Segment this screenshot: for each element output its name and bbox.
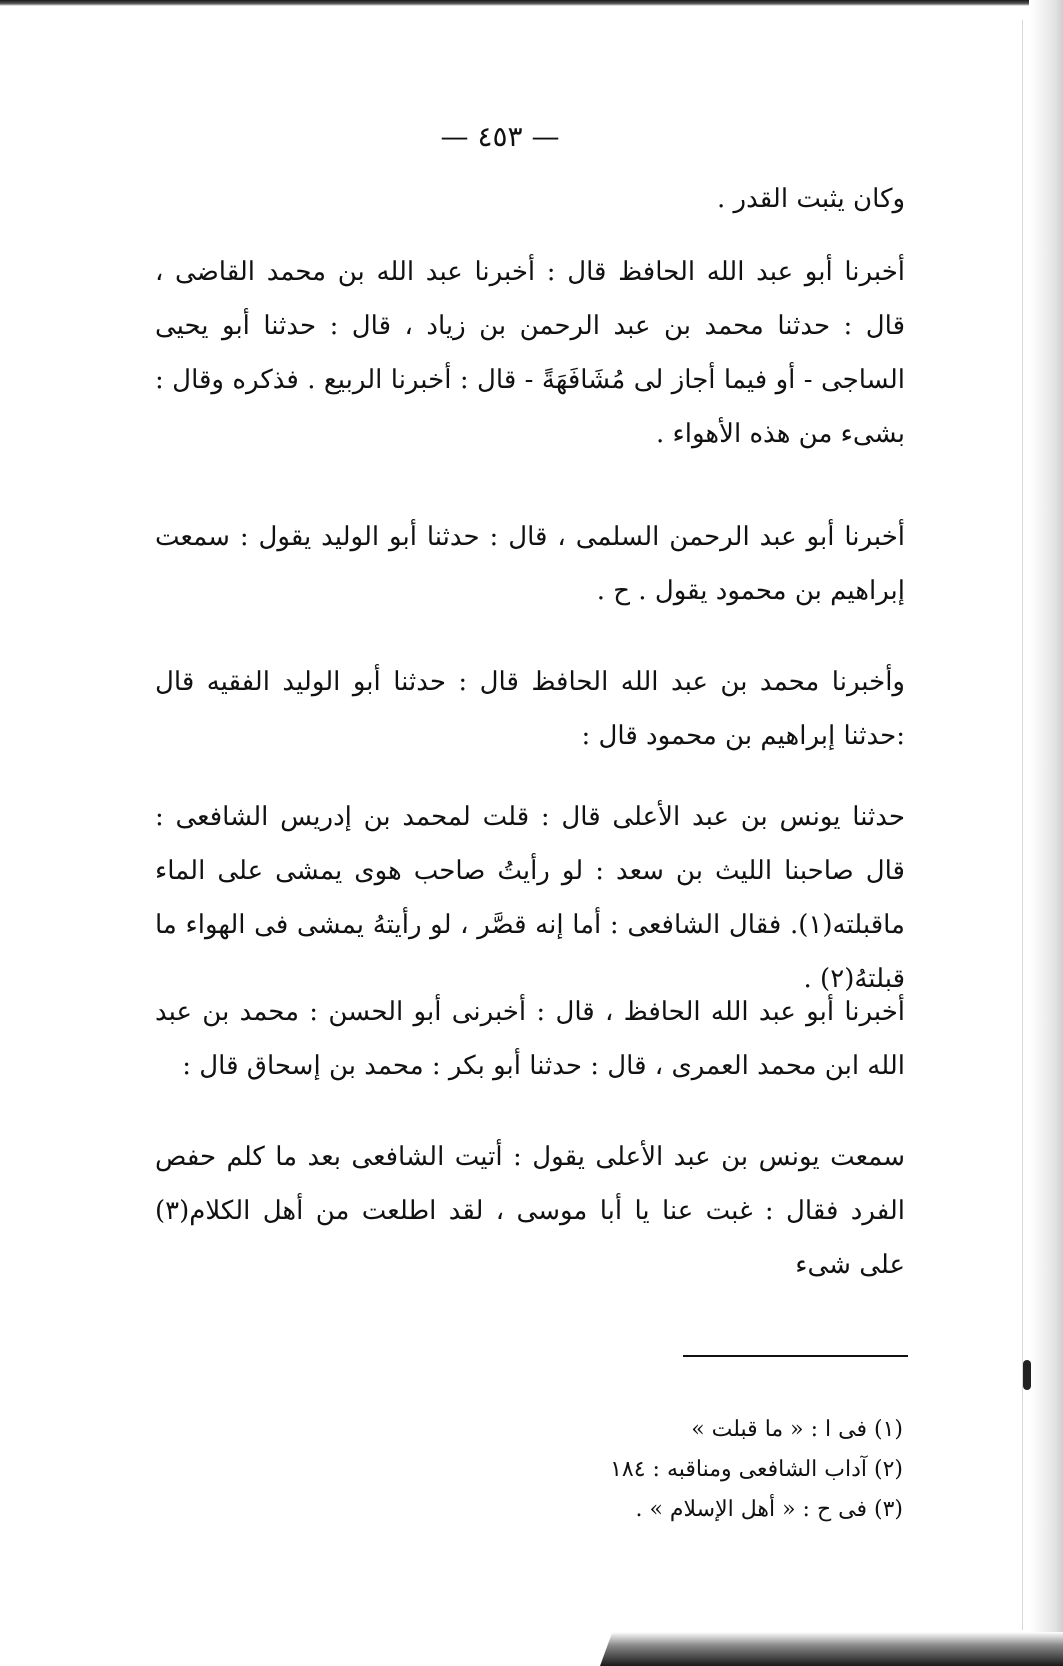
scan-bottom-edge [600, 1632, 1063, 1666]
paragraph-2 [155, 245, 905, 461]
binding-mark [1023, 1360, 1031, 1390]
paragraph-text: أخبرنا أبو عبد الله الحافظ قال : أخبرنا عبد الله بن محمد القاضى ، قال : حدثنا محمد بن عبد الرحمن بن زياد ، قال : حدثنا أبو يحيى الساجى - أو فيما أجاز لى مُشَافَهَةً - قال : أخبرنا الربيع . فذكره وقال : بشىء من هذه الأهواء . [155, 257, 905, 449]
footnote-2: (٢) آداب الشافعى ومناقبه : ١٨٤ [610, 1457, 903, 1482]
page-number: — ٤٥٣ — [440, 120, 560, 153]
paragraph-5 [155, 790, 905, 1006]
scan-right-edge [1029, 0, 1063, 1666]
paragraph-text: أخبرنا أبو عبد الله الحافظ ، قال : أخبرنى أبو الحسن : محمد بن عبد الله ابن محمد العمرى ، قال : حدثنا أبو بكر : محمد بن إسحاق قال : [155, 997, 905, 1081]
paragraph-text: وكان يثبت القدر . [717, 184, 905, 214]
paragraph-6 [155, 985, 905, 1093]
scan-top-edge [0, 0, 1063, 6]
paragraph-4 [155, 655, 905, 763]
paragraph-1 [155, 172, 905, 226]
paragraph-text: أخبرنا أبو عبد الرحمن السلمى ، قال : حدثنا أبو الوليد يقول : سمعت إبراهيم بن محمود يقول . ح . [155, 522, 905, 606]
footnote-1: (١) فى ا : « ما قبلت » [691, 1417, 903, 1442]
footnote-3: (٣) فى ح : « أهل الإسلام » . [635, 1497, 903, 1522]
paragraph-text: حدثنا يونس بن عبد الأعلى قال : قلت لمحمد بن إدريس الشافعى : قال صاحبنا الليث بن سعد : لو رأيتُ صاحب هوى يمشى على الماء ماقبلته(١). فقال الشافعى : أما إنه قصَّر ، لو رأيتهُ يمشى فى الهواء ما قبلتهُ(٢) . [155, 802, 905, 994]
scan-page-fold [1022, 20, 1023, 1630]
paragraph-text: سمعت يونس بن عبد الأعلى يقول : أتيت الشافعى بعد ما كلم حفص الفرد فقال : غبت عنا يا أبا موسى ، لقد اطلعت من أهل الكلام(٣) على شىء [155, 1142, 905, 1280]
footnotes [303, 1410, 903, 1530]
paragraph-3 [155, 510, 905, 618]
paragraph-7 [155, 1130, 905, 1292]
paragraph-text: وأخبرنا محمد بن عبد الله الحافظ قال : حدثنا أبو الوليد الفقيه قال :حدثنا إبراهيم بن محمود قال : [155, 667, 905, 751]
footnote-separator [683, 1355, 908, 1357]
